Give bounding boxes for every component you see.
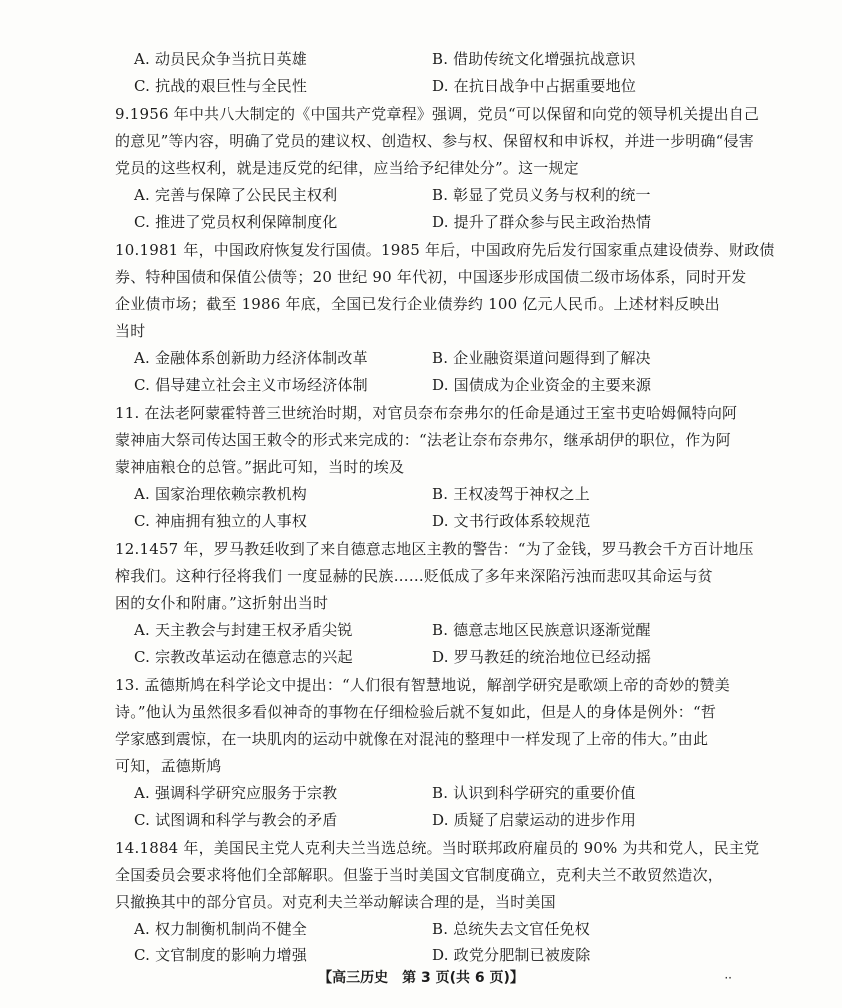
q8-option-b: B. 借助传统文化增强抗战意识 <box>432 50 636 68</box>
q8-option-a: A. 动员民众争当抗日英雄 <box>134 50 307 68</box>
q11-stem-line: 蒙神庙粮仓的总管。”据此可知，当时的埃及 <box>115 458 405 476</box>
q11-option-b: B. 王权凌驾于神权之上 <box>432 485 590 503</box>
q8-option-c: C. 抗战的艰巨性与全民性 <box>134 77 308 95</box>
q9-option-a: A. 完善与保障了公民民主权利 <box>134 186 338 204</box>
q10-stem-line: 10.1981 年，中国政府恢复发行国债。1985 年后，中国政府先后发行国家重点建设债券、财政债 <box>115 241 775 259</box>
q12-option-a: A. 天主教会与封建王权矛盾尖锐 <box>134 621 353 639</box>
q10-option-b: B. 企业融资渠道问题得到了解决 <box>432 349 651 367</box>
q10-stem-line: 当时 <box>115 322 146 340</box>
q13-stem-line: 可知，孟德斯鸠 <box>115 757 222 775</box>
q11-option-c: C. 神庙拥有独立的人事权 <box>134 512 308 530</box>
q13-stem-line: 13. 孟德斯鸠在科学论文中提出：“人们很有智慧地说，解剖学研究是歌颂上帝的奇妙的赞美 <box>115 676 730 694</box>
q8-option-d: D. 在抗日战争中占据重要地位 <box>432 77 637 95</box>
footer-page-number: 【高三历史 第 3 页(共 6 页)】 <box>318 970 524 986</box>
footer-mark: ·· <box>724 971 732 985</box>
q14-option-c: C. 文官制度的影响力增强 <box>134 946 308 964</box>
q11-stem-line: 11. 在法老阿蒙霍特普三世统治时期，对官员奈布奈弗尔的任命是通过王室书吏哈姆佩特向阿 <box>115 404 738 422</box>
q9-stem-line: 党员的这些权利，就是违反党的纪律，应当给予纪律处分”。这一规定 <box>115 159 579 177</box>
q12-option-c: C. 宗教改革运动在德意志的兴起 <box>134 648 353 666</box>
q12-stem-line: 困的女仆和附庸。”这折射出当时 <box>115 594 329 612</box>
q11-option-d: D. 文书行政体系较规范 <box>432 512 591 530</box>
q9-option-d: D. 提升了群众参与民主政治热情 <box>432 213 652 231</box>
q13-option-d: D. 质疑了启蒙运动的进步作用 <box>432 811 637 829</box>
q13-option-b: B. 认识到科学研究的重要价值 <box>432 784 636 802</box>
q14-stem-line: 全国委员会要求将他们全部解职。但鉴于当时美国文官制度确立，克利夫兰不敢贸然造次， <box>115 866 724 884</box>
q10-option-d: D. 国债成为企业资金的主要来源 <box>432 376 652 394</box>
q10-option-a: A. 金融体系创新助力经济体制改革 <box>134 349 368 367</box>
q14-stem-line: 14.1884 年，美国民主党人克利夫兰当选总统。当时联邦政府雇员的 90% 为共和党人，民主党 <box>115 839 760 857</box>
q14-stem-line: 只撤换其中的部分官员。对克利夫兰举动解读合理的是，当时美国 <box>115 893 556 911</box>
q9-option-c: C. 推进了党员权利保障制度化 <box>134 213 338 231</box>
q14-option-a: A. 权力制衡机制尚不健全 <box>134 920 307 938</box>
q14-option-b: B. 总统失去文官任免权 <box>432 920 590 938</box>
q12-stem-line: 榨我们。这种行径将我们 一度显赫的民族……贬低成了多年来深陷污浊而悲叹其命运与贫 <box>115 567 713 585</box>
q13-stem-line: 诗。”他认为虽然很多看似神奇的事物在仔细检验后就不复如此，但是人的身体是例外：“哲 <box>115 703 717 721</box>
q11-stem-line: 蒙神庙大祭司传达国王敕令的形式来完成的：“法老让奈布奈弗尔，继承胡伊的职位，作为阿 <box>115 431 731 449</box>
q11-option-a: A. 国家治理依赖宗教机构 <box>134 485 307 503</box>
q10-stem-line: 企业债市场；截至 1986 年底，全国已发行企业债券约 100 亿元人民币。上述材料反映出 <box>115 295 720 313</box>
q9-stem-line: 的意见”等内容，明确了党员的建议权、创造权、参与权、保留权和申诉权，并进一步明确“侵害 <box>115 132 754 150</box>
page-footer <box>0 968 842 988</box>
q12-stem-line: 12.1457 年，罗马教廷收到了来自德意志地区主教的警告：“为了金钱，罗马教会千方百计地压 <box>115 540 754 558</box>
q12-option-b: B. 德意志地区民族意识逐渐觉醒 <box>432 621 651 639</box>
q10-option-c: C. 倡导建立社会主义市场经济体制 <box>134 376 368 394</box>
q12-option-d: D. 罗马教廷的统治地位已经动摇 <box>432 648 652 666</box>
q13-option-c: C. 试图调和科学与教会的矛盾 <box>134 811 338 829</box>
q14-option-d: D. 政党分肥制已被废除 <box>432 946 591 964</box>
q13-option-a: A. 强调科学研究应服务于宗教 <box>134 784 338 802</box>
q13-stem-line: 学家感到震惊，在一块肌肉的运动中就像在对混沌的整理中一样发现了上帝的伟大。”由此 <box>115 730 709 748</box>
q9-option-b: B. 彰显了党员义务与权利的统一 <box>432 186 651 204</box>
q10-stem-line: 券、特种国债和保值公债等；20 世纪 90 年代初，中国逐步形成国债二级市场体系，同时开发 <box>115 268 747 286</box>
q9-stem-line: 9.1956 年中共八大制定的《中国共产党章程》强调，党员“可以保留和向党的领导机关提出自己 <box>115 105 760 123</box>
